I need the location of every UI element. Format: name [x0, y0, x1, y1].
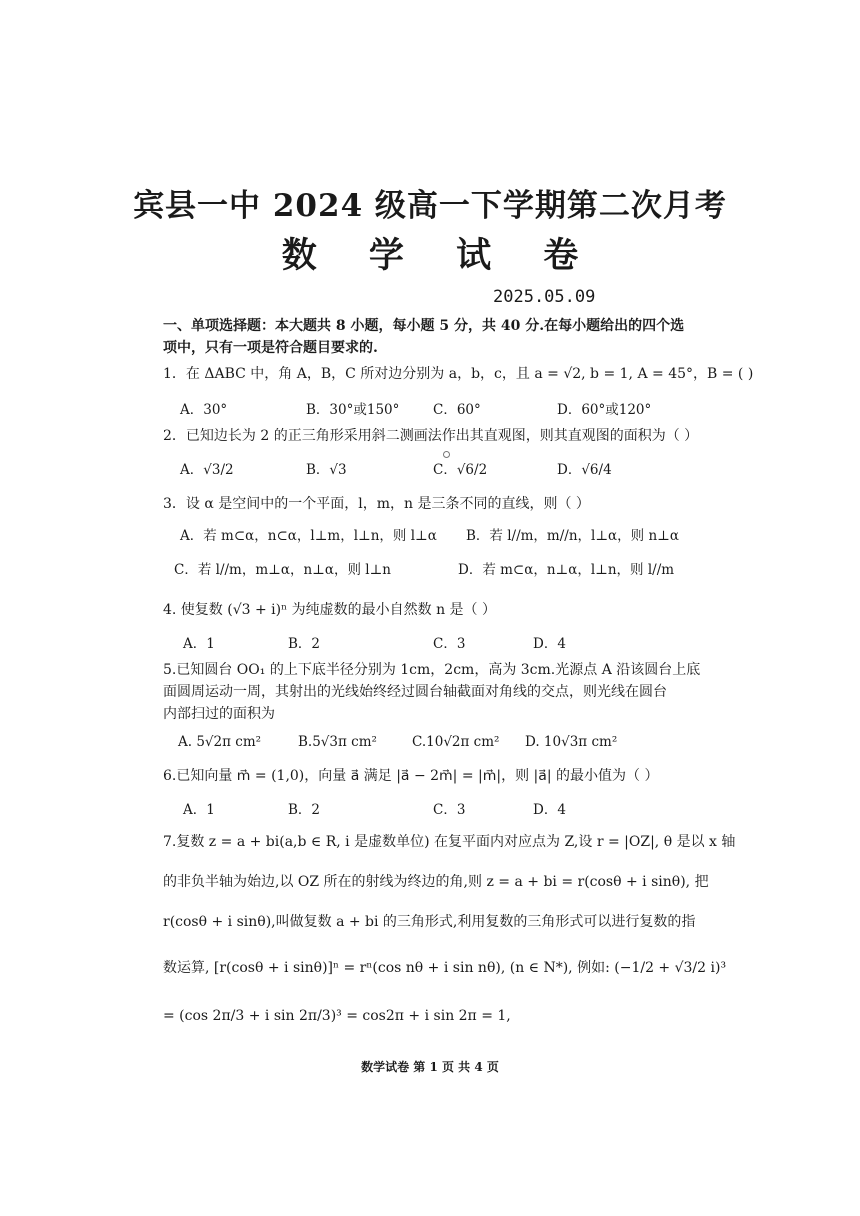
question-5-line2: 面圆周运动一周，其射出的光线始终经过圆台轴截面对角线的交点，则光线在圆台	[163, 684, 667, 700]
q2-option-c: C．√6/2	[433, 462, 488, 478]
scan-mark	[443, 451, 450, 458]
question-5-line3: 内部扫过的面积为	[163, 706, 275, 722]
question-2-options	[0, 460, 860, 484]
q1-option-a: A．30°	[180, 402, 228, 418]
question-1-options	[0, 400, 860, 420]
q5-option-b: B.5√3π cm²	[298, 734, 377, 750]
section-header-line1: 一、单项选择题：本大题共 8 小题，每小题 5 分，共 40 分.在每小题给出的四个选	[163, 318, 685, 334]
q4-option-b: B．2	[288, 636, 321, 652]
q6-option-c: C．3	[433, 802, 466, 818]
q1-option-c: C．60°	[433, 402, 481, 418]
question-1-stem: 1．在 ΔABC 中，角 A，B，C 所对边分别为 a，b，c，且 a = √2, b = 1, A = 45°，B = ( )	[163, 366, 754, 382]
question-7-line4: 数运算, [r(cosθ + i sinθ)]ⁿ = rⁿ(cos nθ + i sin nθ), (n ∈ N*), 例如: (−1/2 + √3/2 i)³	[163, 960, 727, 976]
q5-option-a: A. 5√2π cm²	[178, 734, 262, 750]
q2-option-a: A．√3/2	[180, 462, 234, 478]
question-3-options-row1	[0, 526, 860, 546]
exam-date: 2025.05.09	[493, 287, 596, 307]
question-7-line1: 7.复数 z = a + bi(a,b ∈ R, i 是虚数单位) 在复平面内对应点为 Z,设 r = |OZ|, θ 是以 x 轴	[163, 834, 736, 850]
q5-option-c: C.10√2π cm²	[412, 734, 500, 750]
question-2-stem: 2．已知边长为 2 的正三角形采用斜二测画法作出其直观图，则其直观图的面积为（ ）	[163, 428, 699, 444]
page-footer: 数学试卷 第 1 页 共 4 页	[361, 1060, 499, 1074]
question-4-options	[0, 634, 860, 654]
question-5-line1: 5.已知圆台 OO₁ 的上下底半径分别为 1cm，2cm，高为 3cm.光源点 A 沿该圆台上底	[163, 662, 701, 678]
q6-option-d: D．4	[533, 802, 566, 818]
question-6-stem: 6.已知向量 m⃗ = (1,0)，向量 a⃗ 满足 |a⃗ − 2m⃗| = |m⃗|，则 |a⃗| 的最小值为（ ）	[163, 768, 659, 784]
section-header-line2: 项中，只有一项是符合题目要求的.	[163, 340, 378, 356]
q6-option-b: B．2	[288, 802, 321, 818]
q3-option-c: C．若 l//m，m⊥α，n⊥α，则 l⊥n	[174, 562, 391, 578]
q2-option-d: D．√6/4	[557, 462, 612, 478]
q4-option-c: C．3	[433, 636, 466, 652]
question-7-line3: r(cosθ + i sinθ),叫做复数 a + bi 的三角形式,利用复数的三角形式可以进行复数的指	[163, 914, 696, 930]
q3-option-b: B．若 l//m，m//n，l⊥α，则 n⊥α	[466, 528, 679, 544]
q1-option-b: B．30°或150°	[306, 402, 400, 418]
q4-option-a: A．1	[183, 636, 215, 652]
question-5-options	[0, 732, 860, 752]
question-3-stem: 3．设 α 是空间中的一个平面，l，m，n 是三条不同的直线，则（ ）	[163, 496, 590, 512]
question-4-stem: 4. 使复数 (√3 + i)ⁿ 为纯虚数的最小自然数 n 是（ ）	[163, 602, 496, 618]
q5-option-d: D. 10√3π cm²	[525, 734, 618, 750]
question-7-line5: = (cos 2π/3 + i sin 2π/3)³ = cos2π + i sin 2π = 1,	[163, 1008, 511, 1024]
exam-subtitle: 数 学 试 卷	[281, 235, 599, 276]
question-6-options	[0, 800, 860, 820]
q6-option-a: A．1	[183, 802, 215, 818]
question-3-options-row2	[0, 560, 860, 580]
q4-option-d: D．4	[533, 636, 566, 652]
q3-option-a: A．若 m⊂α，n⊂α，l⊥m，l⊥n，则 l⊥α	[180, 528, 437, 544]
q3-option-d: D．若 m⊂α，n⊥α，l⊥n，则 l//m	[458, 562, 675, 578]
q1-option-d: D．60°或120°	[557, 402, 652, 418]
question-7-line2: 的非负半轴为始边,以 OZ 所在的射线为终边的角,则 z = a + bi = r(cosθ + i sinθ), 把	[163, 874, 709, 890]
exam-title: 宾县一中 2024 级高一下学期第二次月考	[133, 188, 727, 224]
q2-option-b: B．√3	[306, 462, 347, 478]
